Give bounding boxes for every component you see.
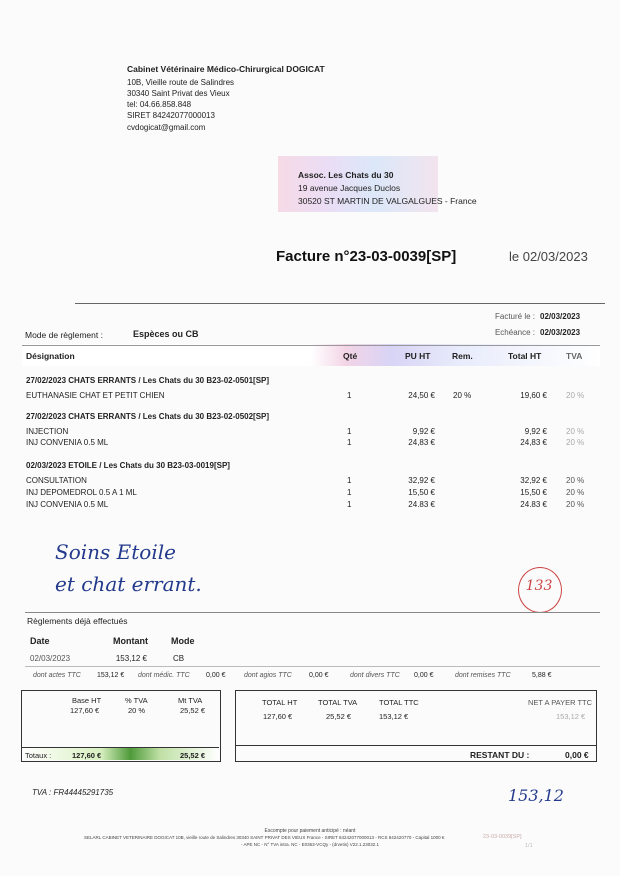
breakdown-label: dont médic. TTC bbox=[138, 672, 190, 679]
breakdown-label: dont agios TTC bbox=[244, 672, 292, 679]
col-tva: TVA bbox=[566, 351, 583, 361]
row-total: 15,50 € bbox=[520, 488, 547, 497]
vat-amount-value: 25,52 € bbox=[180, 706, 206, 715]
net-a-payer-label: NET A PAYER TTC bbox=[528, 698, 593, 707]
circled-number: 133 bbox=[525, 578, 553, 594]
invoice-title: Facture n°23-03-0039[SP] bbox=[276, 248, 457, 265]
breakdown-value: 153,12 € bbox=[97, 672, 125, 679]
footer-page: 1/1 bbox=[525, 843, 533, 849]
row-tva: 20 % bbox=[566, 488, 585, 497]
total-ttc-label: TOTAL TTC bbox=[379, 698, 419, 707]
payments-col-montant: Montant bbox=[113, 636, 148, 646]
issuer-address1: 10B, Vieille route de Salindres bbox=[127, 78, 235, 87]
total-ht-label: TOTAL HT bbox=[262, 698, 298, 707]
row-designation: INJECTION bbox=[26, 427, 69, 436]
breakdown-value: 0,00 € bbox=[309, 672, 329, 679]
vat-col-amount: Mt TVA bbox=[178, 696, 203, 705]
row-designation: INJ CONVENIA 0.5 ML bbox=[26, 500, 109, 507]
footer-line1: Escompte pour paiement anticipé : néant bbox=[264, 828, 356, 834]
payment-mode: CB bbox=[173, 654, 185, 663]
issuer-tel: tel: 04.66.858.848 bbox=[127, 100, 192, 109]
total-tva-value: 25,52 € bbox=[326, 712, 352, 721]
breakdown-label: dont remises TTC bbox=[455, 672, 511, 679]
row-total: 32,92 € bbox=[520, 476, 547, 485]
row-designation: CONSULTATION bbox=[26, 476, 87, 485]
row-pu: 32,92 € bbox=[408, 476, 435, 485]
row-tva: 20 % bbox=[566, 391, 585, 400]
invoice-date: le 02/03/2023 bbox=[509, 249, 588, 264]
row-total: 19,60 € bbox=[520, 391, 547, 400]
client-name: Assoc. Les Chats du 30 bbox=[298, 170, 394, 180]
row-qte: 1 bbox=[347, 488, 352, 497]
handwritten-amount: 153,12 bbox=[508, 786, 564, 805]
col-designation: Désignation bbox=[26, 351, 75, 361]
col-rem: Rem. bbox=[452, 351, 473, 361]
table-row-cut bbox=[0, 499, 620, 507]
breakdown-value: 0,00 € bbox=[206, 672, 226, 679]
row-qte: 1 bbox=[347, 476, 352, 485]
row-pu: 24,83 € bbox=[408, 438, 435, 447]
col-pu-ht: PU HT bbox=[405, 351, 431, 361]
breakdown-value: 0,00 € bbox=[414, 672, 434, 679]
restant-du-label: RESTANT DU : bbox=[470, 750, 530, 760]
client-address1: 19 avenue Jacques Duclos bbox=[298, 183, 401, 193]
vat-base-value: 127,60 € bbox=[70, 706, 100, 715]
handwritten-note-line1: Soins Etoile bbox=[55, 540, 176, 564]
payment-mode-label: Mode de règlement : bbox=[25, 330, 103, 340]
row-qte: 1 bbox=[347, 427, 352, 436]
divider-breakdown bbox=[25, 666, 600, 667]
row-designation: INJ CONVENIA 0.5 ML bbox=[26, 438, 109, 447]
payment-montant: 153,12 € bbox=[115, 654, 147, 663]
row-total: 24,83 € bbox=[520, 500, 547, 507]
issuer-email: cvdogicat@gmail.com bbox=[127, 123, 206, 132]
restant-line bbox=[236, 745, 596, 746]
total-ht-value: 127,60 € bbox=[263, 712, 293, 721]
row-pu: 24,50 € bbox=[408, 391, 435, 400]
row-tva: 20 % bbox=[566, 427, 585, 436]
payments-title: Règlements déjà effectués bbox=[27, 616, 128, 626]
breakdown-label: dont actes TTC bbox=[33, 672, 81, 679]
row-pu: 24,83 € bbox=[408, 500, 435, 507]
footer-line3: - APE NC - N° TVA intra. NC - E0363-VCQy - (drvetis) V22.1.23032.1 bbox=[241, 842, 379, 847]
row-designation: INJ DEPOMEDROL 0.5 A 1 ML bbox=[26, 488, 137, 497]
group-title: 27/02/2023 CHATS ERRANTS / Les Chats du 30 B23-02-0502[SP] bbox=[26, 412, 270, 421]
total-tva-label: TOTAL TVA bbox=[318, 698, 358, 707]
vat-totals-base: 127,60 € bbox=[72, 751, 102, 760]
row-total: 24,83 € bbox=[520, 438, 547, 447]
vat-totals-label: Totaux : bbox=[25, 751, 52, 760]
row-tva: 20 % bbox=[566, 500, 585, 507]
issuer-siret: SIRET 84242077000013 bbox=[127, 111, 215, 120]
echeance-label: Echéance : bbox=[494, 328, 535, 337]
row-tva: 20 % bbox=[566, 438, 585, 447]
vat-col-rate: % TVA bbox=[125, 696, 148, 705]
row-qte: 1 bbox=[347, 391, 352, 400]
facture-le-value: 02/03/2023 bbox=[540, 312, 581, 321]
vat-col-base: Base HT bbox=[72, 696, 102, 705]
payment-date: 02/03/2023 bbox=[30, 654, 71, 663]
col-total-ht: Total HT bbox=[508, 351, 542, 361]
payments-col-mode: Mode bbox=[171, 636, 195, 646]
echeance-value: 02/03/2023 bbox=[540, 328, 581, 337]
breakdown-value: 5,88 € bbox=[532, 672, 552, 679]
row-pu: 9,92 € bbox=[412, 427, 435, 436]
footer-line2: SELARL CABINET VETERINAIRE DOGICAT 10B, vieille route de Salindres 30340 SAINT PRIVAT DES VIEUX France - SIRET 84242077000013 - RCS 842420770 - Capital 1000 € bbox=[84, 835, 445, 840]
net-a-payer-value: 153,12 € bbox=[556, 712, 586, 721]
total-ttc-value: 153,12 € bbox=[379, 712, 409, 721]
row-pu: 15,50 € bbox=[408, 488, 435, 497]
payment-mode-value: Espèces ou CB bbox=[133, 329, 199, 339]
table-header-line bbox=[22, 345, 600, 346]
divider-top bbox=[75, 303, 605, 304]
row-tva: 20 % bbox=[566, 476, 585, 485]
facture-le-label: Facturé le : bbox=[494, 312, 535, 321]
row-designation: EUTHANASIE CHAT ET PETIT CHIEN bbox=[26, 391, 165, 400]
footer-ref: 23-03-0039[SP] bbox=[483, 834, 522, 840]
breakdown-label: dont divers TTC bbox=[350, 672, 400, 679]
vat-totals-tva: 25,52 € bbox=[180, 751, 206, 760]
payments-col-date: Date bbox=[30, 636, 50, 646]
vat-totals-line bbox=[22, 747, 219, 748]
row-qte: 1 bbox=[347, 438, 352, 447]
issuer-name: Cabinet Vétérinaire Médico-Chirurgical DOGICAT bbox=[127, 64, 325, 74]
restant-du-value: 0,00 € bbox=[565, 750, 589, 760]
col-qte: Qté bbox=[343, 351, 358, 361]
issuer-address2: 30340 Saint Privat des Vieux bbox=[127, 89, 230, 98]
divider-payments bbox=[25, 612, 600, 613]
row-rem: 20 % bbox=[453, 391, 472, 400]
row-total: 9,92 € bbox=[524, 427, 547, 436]
client-address2: 30520 ST MARTIN DE VALGALGUES - France bbox=[298, 196, 477, 206]
handwritten-note-line2: et chat errant. bbox=[55, 572, 202, 596]
vat-rate-value: 20 % bbox=[128, 706, 146, 715]
tva-number: TVA : FR44445291735 bbox=[32, 788, 114, 797]
row-qte: 1 bbox=[347, 500, 352, 507]
group-title: 02/03/2023 ETOILE / Les Chats du 30 B23-03-0019[SP] bbox=[26, 461, 230, 470]
group-title: 27/02/2023 CHATS ERRANTS / Les Chats du 30 B23-02-0501[SP] bbox=[26, 376, 270, 385]
